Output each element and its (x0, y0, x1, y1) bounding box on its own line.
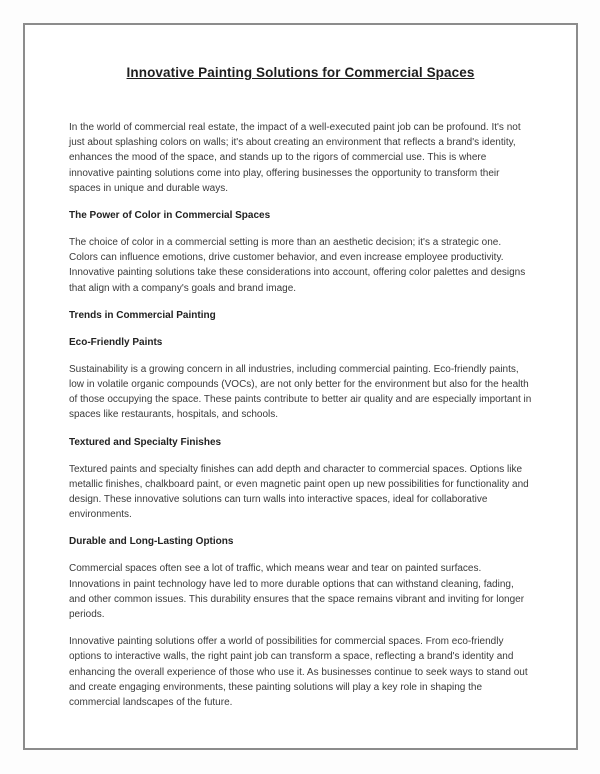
paragraph-durable: Commercial spaces often see a lot of traffic, which means wear and tear on painted surfaces. Innovations in paint technology have led to more durable options that can withstand cleaning, fading, and other common issues. This durability ensures that the space remains vibrant and inviting for longer periods. (69, 563, 525, 621)
section-heading-durable: Durable and Long-Lasting Options (69, 536, 234, 548)
paragraph-conclusion: Innovative painting solutions offer a world of possibilities for commercial spaces. From eco-friendly options to interactive walls, the right paint job can transform a space, reflecting a brand's identity and enhancing the overall experience of those who use it. As businesses continue to seek ways to stand out and create engaging environments, these painting solutions will play a key role in shaping the commercial landscapes of the future. (69, 636, 528, 709)
paragraph-intro: In the world of commercial real estate, the impact of a well-executed paint job can be profound. It's not just about splashing colors on walls; it's about creating an environment that reflects a brand's identity, enhances the mood of the space, and stands up to the rigors of commercial use. This is where innovative painting solutions come into play, offering businesses the opportunity to transform their spaces in unique and durable ways. (69, 122, 521, 194)
section-heading-trends: Trends in Commercial Painting (69, 309, 216, 321)
section-heading-textured: Textured and Specialty Finishes (69, 436, 222, 448)
paragraph-power-of-color: The choice of color in a commercial setting is more than an aesthetic decision; it's a strategic one. Colors can influence emotions, drive customer behavior, and even increase employee productivity. Innovative painting solutions take these considerations into account, offering color palettes and designs that align with a company's goals and brand image. (69, 237, 526, 294)
section-heading-power-of-color: The Power of Color in Commercial Spaces (69, 210, 271, 222)
section-heading-eco-friendly: Eco-Friendly Paints (69, 336, 163, 348)
document-title: Innovative Painting Solutions for Commercial Spaces (126, 65, 475, 80)
paragraph-textured: Textured paints and specialty finishes can add depth and character to commercial spaces. Options like metallic finishes, chalkboard paint, or even magnetic paint open up new possibilities for functionality and design. These innovative solutions can turn walls into interactive spaces, ideal for collaborative environments. (69, 463, 529, 521)
document-page (23, 23, 578, 750)
paragraph-eco-friendly: Sustainability is a growing concern in all industries, including commercial painting. Eco-friendly paints, low in volatile organic compounds (VOCs), are not only better for the environment but also for the health of those occupying the space. These paints contribute to better air quality and are especially important in spaces like restaurants, hospitals, and schools. (69, 363, 532, 421)
document-body (69, 120, 532, 710)
